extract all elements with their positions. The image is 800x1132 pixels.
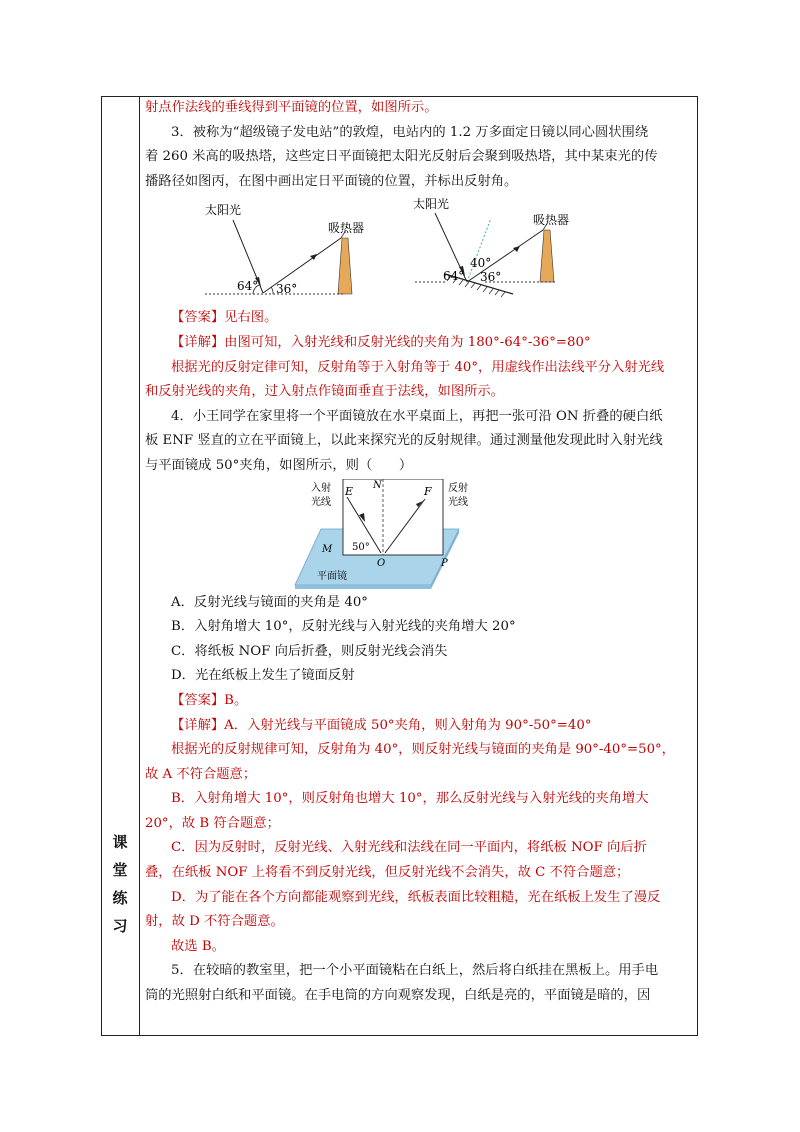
angle-label: 36° — [276, 282, 298, 297]
section-label-char: 习 — [112, 917, 128, 935]
heat-tower — [540, 230, 554, 282]
q4-explain-line: 射，故 D 不符合题意。 — [145, 914, 284, 930]
q4-option-d: D．光在纸板上发生了镜面反射 — [171, 668, 355, 684]
column-divider — [139, 96, 140, 1036]
sun-light-label: 太阳光 — [413, 197, 450, 212]
section-label-char: 堂 — [112, 861, 128, 879]
q4-line: 板 ENF 竖直的立在平面镜上，以此来探究光的反射规律。通过测量他发现此时入射光线 — [145, 433, 663, 449]
heat-tower — [338, 238, 352, 294]
angle-label: 64° — [443, 269, 465, 284]
point-N-label: N — [373, 479, 382, 491]
q4-option-b: B．入射角增大 10°，反射光线与入射光线的夹角增大 20° — [171, 619, 516, 635]
q4-explain-line: D．为了能在各个方向都能观察到光线，纸板表面比较粗糙，光在纸板上发生了漫反 — [171, 889, 661, 905]
point-P-label: P — [441, 557, 448, 569]
q4-explain-line: 根据光的反射规律可知，反射角为 40°，则反射光线与镜面的夹角是 90°-40°=50°， — [171, 742, 675, 758]
q5-line: 5．在较暗的教室里，把一个小平面镜粘在白纸上，然后将白纸挂在黑板上。用手电 — [171, 963, 659, 979]
q3-explain-line: 根据光的反射定律可知，反射角等于入射角等于 40°，用虚线作出法线平分入射光线 — [171, 359, 665, 375]
angle-arc — [271, 287, 273, 294]
q4-explain-line: B．入射角增大 10°，则反射角也增大 10°，那么反射光线与入射光线的夹角增大 — [171, 791, 649, 807]
q4-option-c: C．将纸板 NOF 向后折叠，则反射光线会消失 — [171, 643, 448, 659]
content-cell — [145, 96, 693, 1009]
section-label-char: 课 — [112, 833, 128, 851]
q4-answer: 【答案】B。 — [171, 692, 248, 708]
angle-label: 64° — [237, 279, 259, 294]
incident-label: 入射 — [311, 482, 331, 494]
q3-explain-line: 和反射光线的夹角，过入射点作镜面垂直于法线，如图所示。 — [145, 384, 505, 400]
q4-figure — [145, 479, 693, 591]
angle-label: 50° — [352, 541, 370, 553]
reflected-label: 光线 — [448, 496, 468, 508]
angle-label: 40° — [470, 256, 492, 271]
q4-explain-line: 故选 B。 — [171, 938, 225, 954]
point-E-label: E — [345, 484, 354, 498]
point-O-label: O — [377, 557, 386, 569]
q4-explain-line: 【详解】A．入射光线与平面镜成 50°夹角，则入射角为 90°-50°=40° — [171, 717, 592, 733]
angle-label: 36° — [480, 270, 502, 285]
q4-explain-line: 故 A 不符合题意； — [145, 766, 257, 782]
q4-line: 与平面镜成 50°夹角，如图所示，则（ ） — [145, 457, 413, 473]
q3-answer: 【答案】见右图。 — [171, 310, 278, 326]
reflected-ray — [263, 238, 341, 293]
heat-absorber-label: 吸热器 — [533, 213, 570, 228]
q3-explain-line: 【详解】由图可知，入射光线和反射光线的夹角为 180°-64°-36°=80° — [171, 334, 591, 350]
q5-line: 筒的光照射白纸和平面镜。在手电筒的方向观察发现，白纸是亮的，平面镜是暗的，因 — [145, 988, 651, 1004]
heat-absorber-label: 吸热器 — [328, 221, 365, 236]
point-M-label: M — [322, 543, 333, 555]
point-F-label: F — [424, 484, 432, 498]
mirror-edge — [295, 585, 431, 589]
q3-line: 着 260 米高的吸热塔，这些定日平面镜把太阳光反射后会聚到吸热塔，其中某束光的传 — [145, 149, 658, 165]
incident-label: 光线 — [311, 496, 331, 508]
q3-figures — [145, 194, 693, 306]
q4-line: 4．小王同学在家里将一个平面镜放在水平桌面上，再把一张可沿 ON 折叠的硬白纸 — [171, 408, 663, 424]
section-label — [101, 828, 139, 940]
q3-line: 播路径如图丙，在图中画出定日平面镜的位置，并标出反射角。 — [145, 173, 518, 189]
arrow-icon — [513, 246, 520, 252]
mirror-label: 平面镜 — [317, 570, 347, 582]
q3-line: 3．被称为“超级镜子发电站”的敦煌，电站内的 1.2 万多面定日镜以同心圆状围绕 — [171, 124, 649, 140]
q4-explain-line: C．因为反射时，反射光线、入射光线和法线在同一平面内，将纸板 NOF 向后折 — [171, 840, 647, 856]
q4-explain-line: 20°，故 B 符合题意； — [145, 815, 280, 831]
q3-figure-left — [205, 202, 364, 296]
sun-light-label: 太阳光 — [205, 203, 242, 218]
q4-explain-line: 叠，在纸板 NOF 上将看不到反射光线，但反射光线不会消失，故 C 不符合题意； — [145, 865, 630, 881]
intro-continuation: 射点作法线的垂线得到平面镜的位置，如图所示。 — [145, 100, 438, 115]
q3-figure-right — [413, 196, 569, 297]
section-label-char: 练 — [112, 889, 128, 907]
reflected-label: 反射 — [448, 482, 468, 494]
q4-option-a: A．反射光线与镜面的夹角是 40° — [171, 594, 368, 610]
